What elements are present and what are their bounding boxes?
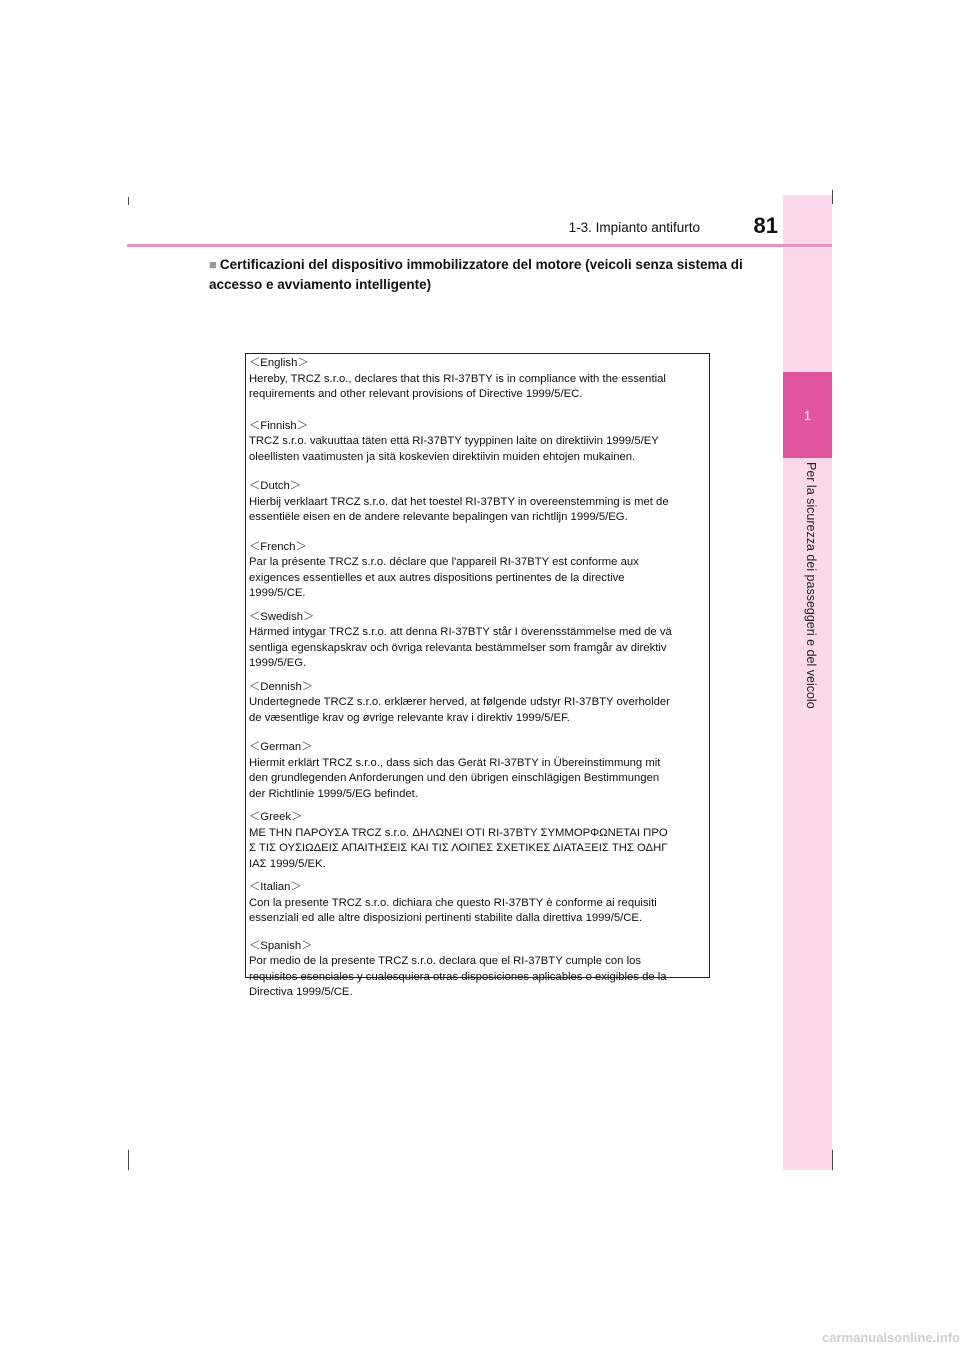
cert-text: Undertegnede TRCZ s.r.o. erklærer herved, at følgende udstyr RI-37BTY overholder de væsentlige krav og øvrige relevante krav i direktiv 1999/5/EF. — [249, 696, 670, 724]
cert-entry-english — [249, 356, 709, 403]
cert-text: TRCZ s.r.o. vakuuttaa täten että RI-37BTY tyyppinen laite on direktiivin 1999/5/EY oleellisten vaatimusten ja sitä koskevien direktiivin muiden ehtojen mukainen. — [249, 435, 659, 463]
cert-language: ＜English＞ — [249, 357, 309, 369]
section-heading — [209, 255, 757, 295]
cert-entry-finnish — [249, 419, 709, 466]
cert-language: ＜French＞ — [249, 540, 307, 553]
cert-language: ＜Italian＞ — [249, 881, 302, 893]
heading-text: Certificazioni del dispositivo immobilizzatore del motore (veicoli senza sistema di accesso e avviamento intelligente) — [209, 257, 743, 292]
cert-text: Por medio de la presente TRCZ s.r.o. declara que el RI-37BTY cumple con los requisitos esenciales y cualesquiera otras disposiciones aplicables o exigibles de la Directiva 1999/5/CE. — [249, 955, 667, 998]
cert-text: ΜΕ ΤΗΝ ΠΑΡΟΥΣΑ TRCZ s.r.o. ΔΗΛΩΝΕΙ ΟΤΙ RI-37BTY ΣΥΜΜΟΡΦΩΝΕΤΑΙ ΠΡΟ Σ ΤΙΣ ΟΥΣΙΩΔΕΙΣ ΑΠΑΙΤΗΣΕΙΣ ΚΑΙ ΤΙΣ ΛΟΙΠΕΣ ΣΧΕΤΙΚΕΣ ΔΙΑΤΑΞΕΙΣ ΤΗΣ ΟΔΗΓ ΙΑΣ 1999/5/ΕΚ. — [249, 826, 668, 870]
cert-language: ＜Spanish＞ — [249, 939, 313, 952]
cert-text: Hiermit erklärt TRCZ s.r.o., dass sich das Gerät RI-37BTY in Übereinstimmung mit den grundlegenden Anforderungen und den übrigen einschlägigen Bestimmungen der Richtlinie 1999/5/EG befindet. — [249, 756, 661, 800]
crop-mark-top-right — [832, 190, 833, 204]
page-number: 81 — [753, 213, 778, 238]
square-bullet-icon: ■ — [209, 257, 217, 272]
crop-mark-top-left — [128, 197, 129, 205]
cert-entry-french — [249, 540, 709, 602]
cert-language: ＜Finnish＞ — [249, 419, 309, 432]
header-rule — [127, 244, 832, 247]
cert-entry-german — [249, 740, 709, 802]
crop-mark-bottom-right — [832, 1150, 833, 1170]
cert-language: ＜Greek＞ — [249, 811, 303, 823]
cert-text: Par la présente TRCZ s.r.o. déclare que l'appareil RI-37BTY est conforme aux exigences essentielles et aux autres dispositions pertinentes de la directive 1999/5/CE. — [249, 556, 639, 599]
cert-language: ＜Dutch＞ — [249, 480, 302, 492]
cert-text: Härmed intygar TRCZ s.r.o. att denna RI-37BTY står I överensstämmelse med de vä sentliga egenskapskrav och övriga relevanta bestämmelser som framgår av direktiv 1999/5/EG. — [249, 626, 672, 669]
cert-entry-swedish — [249, 610, 709, 672]
cert-text: Hierbij verklaart TRCZ s.r.o. dat het toestel RI-37BTY in overeenstemming is met de essentiële eisen en de andere relevante bepalingen van richtlijn 1999/5/EG. — [249, 495, 669, 523]
watermark: carmanualsonline.info — [822, 1330, 960, 1345]
cert-entry-greek — [249, 810, 709, 872]
chapter-number: 1 — [783, 372, 832, 458]
cert-text: Con la presente TRCZ s.r.o. dichiara che questo RI-37BTY è conforme ai requisiti essenziali ed alle altre disposizioni pertinenti stabilite dalla direttiva 1999/5/CE. — [249, 896, 657, 924]
cert-language: ＜German＞ — [249, 741, 313, 753]
cert-language: ＜Swedish＞ — [249, 610, 315, 623]
crop-mark-bottom-left — [128, 1150, 129, 1170]
cert-entry-danish — [249, 680, 709, 727]
cert-text: Hereby, TRCZ s.r.o., declares that this RI-37BTY is in compliance with the essential requirements and other relevant provisions of Directive 1999/5/EC. — [249, 372, 666, 400]
certification-box — [245, 353, 710, 998]
cert-entry-spanish — [249, 939, 709, 1001]
cert-entry-dutch — [249, 479, 709, 526]
section-title: 1-3. Impianto antifurto — [568, 220, 700, 235]
cert-entry-italian — [249, 880, 709, 927]
cert-language: ＜Dennish＞ — [249, 680, 314, 693]
chapter-label: Per la sicurezza dei passeggeri e del veicolo — [804, 462, 818, 709]
